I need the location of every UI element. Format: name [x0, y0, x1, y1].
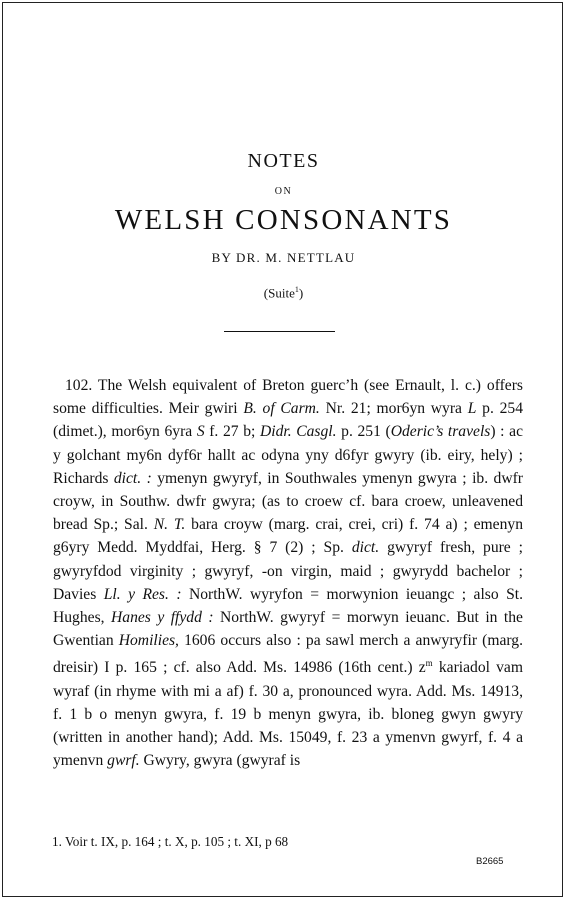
- text-run: ymenyn gwyryf, in Southwales ymenyn gwyra ; ib. dwfr croyw, in Southw. dwfr gwyra; (as to croew cf. bara croew, unleavened bread Sp.; Sal.: [53, 469, 523, 534]
- author-byline: BY DR. M. NETTLAU: [211, 250, 356, 265]
- italic-citation: gwrf.: [107, 752, 140, 770]
- text-run: Nr. 21; mor6yn wyra: [319, 400, 468, 418]
- italic-citation: dict.: [351, 539, 380, 557]
- italic-citation: N. T.: [153, 516, 186, 534]
- text-run: ) : ac y golchant my6n dyf6r hallt ac odyna yny d6fyr gwyry (ib. eiry, hely) ; Richards: [53, 423, 523, 487]
- text-run: f. 27 b;: [204, 423, 260, 441]
- superscript: m: [425, 658, 433, 669]
- italic-citation: S: [196, 423, 205, 441]
- text-run: NorthW. gwyryf = morwyn ieuanc. But in the Gwentian: [53, 609, 523, 650]
- text-run: p. 251 (: [336, 423, 391, 441]
- text-run: bara croyw (marg. crai, crei, cri) f. 74 a) ; emenyn g6yry Medd. Myddfai, Herg. § 7 (2) ; Sp.: [53, 516, 523, 557]
- text-run: Gwyry, gwyra (gwyraf is: [139, 752, 301, 770]
- text-run: 102. The Welsh equivalent of Breton guerc’h (see Ernault, l. c.) offers some difficulties. Meir gwiri: [53, 377, 523, 418]
- italic-citation: Oderic’s travels: [390, 423, 491, 441]
- italic-citation: Ll. y Res. :: [103, 585, 182, 603]
- plate-id: B2665: [476, 856, 504, 867]
- heading-notes: NOTES: [247, 150, 320, 172]
- italic-citation: Hanes y ffydd :: [111, 609, 214, 627]
- body-paragraph: [53, 374, 523, 773]
- suite-close: ): [298, 285, 304, 301]
- italic-citation: Didr. Casgl.: [259, 423, 337, 441]
- text-run: kariadol vam wyraf (in rhyme with mi a af) f. 30 a, pronounced wyra. Add. Ms. 14913, f. 1 b o menyn gwyra, f. 19 b menyn gwyra, ib. bloneg gwyn gwyry (written in another hand); Add. Ms. 15049, f. 23 a ymenvn gwyrf, f. 4 a ymenvn: [53, 659, 523, 770]
- italic-citation: dict. :: [113, 469, 152, 487]
- text-run: gwyryf fresh, pure ; gwyryfdod virginity ; gwyryf, -on virgin, maid ; gwyrydd bachelor ; Davies: [53, 539, 523, 603]
- text-run: NorthW. wyryfon = morwynion ieuangc ; also St. Hughes,: [53, 585, 523, 627]
- text-run: p. 254 (dimet.), mor6yn 6yra: [53, 400, 524, 441]
- italic-citation: B. of Carm.: [243, 400, 320, 418]
- heading-on: ON: [274, 186, 293, 197]
- italic-citation: Homilies,: [118, 632, 179, 650]
- footnote: 1. Voir t. IX, p. 164 ; t. X, p. 105 ; t. XI, p 68: [52, 834, 289, 849]
- suite-label: (Suite: [263, 285, 295, 301]
- article-title: WELSH CONSONANTS: [114, 204, 453, 236]
- text-run: 1606 occurs also : pa sawl merch a anwyryfir (marg. dreisir) I p. 165 ; cf. also Add. Ms. 14986 (16th cent.) z: [53, 632, 523, 677]
- title-rule: [224, 331, 335, 332]
- footnote-ref: 1: [294, 285, 299, 294]
- suite-note: [0, 285, 567, 301]
- italic-citation: L: [467, 400, 477, 418]
